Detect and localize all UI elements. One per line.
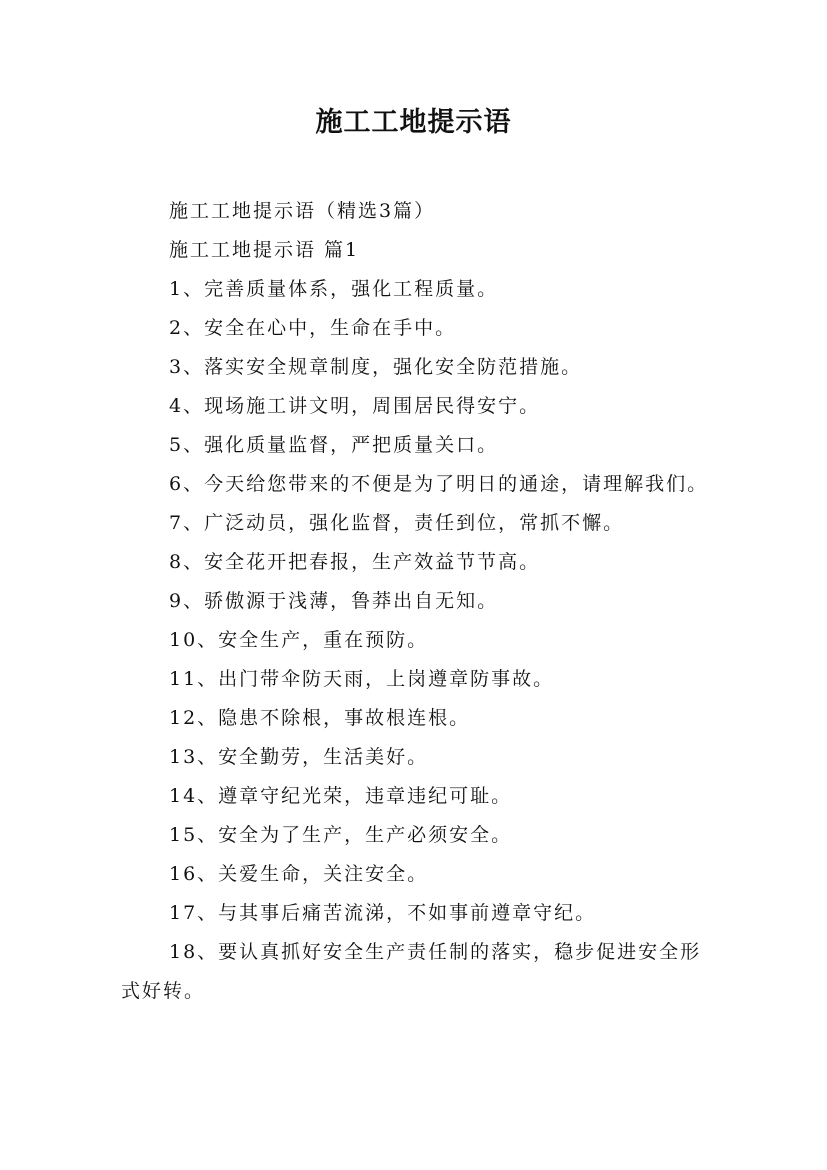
- list-item: 17、与其事后痛苦流涕，不如事前遵章守纪。: [169, 902, 597, 924]
- document-body: [121, 192, 711, 1011]
- list-item: 16、关爱生命，关注安全。: [169, 863, 429, 885]
- list-item: 1、完善质量体系，强化工程质量。: [169, 278, 499, 300]
- list-item: 14、遵章守纪光荣，违章违纪可耻。: [169, 785, 513, 807]
- list-item: 12、隐患不除根，事故根连根。: [169, 707, 471, 729]
- list-item: 9、骄傲源于浅薄，鲁莽出自无知。: [169, 590, 499, 612]
- list-item: 7、广泛动员，强化监督，责任到位，常抓不懈。: [169, 512, 625, 534]
- list-item: 18、要认真抓好安全生产责任制的落实，稳步促进安全形式好转。: [121, 941, 702, 1002]
- list-item: 10、安全生产，重在预防。: [169, 629, 429, 651]
- list-item: 11、出门带伞防天雨，上岗遵章防事故。: [169, 668, 555, 690]
- document-subtitle: 施工工地提示语（精选3篇）: [169, 200, 436, 222]
- list-item: 5、强化质量监督，严把质量关口。: [169, 434, 499, 456]
- document-title: 施工工地提示语: [315, 107, 512, 138]
- list-item: 8、安全花开把春报，生产效益节节高。: [169, 551, 541, 573]
- list-item: 15、安全为了生产，生产必须安全。: [169, 824, 513, 846]
- list-item: 3、落实安全规章制度，强化安全防范措施。: [169, 356, 583, 378]
- list-item: 4、现场施工讲文明，周围居民得安宁。: [169, 395, 541, 417]
- list-item: 6、今天给您带来的不便是为了明日的通途，请理解我们。: [169, 473, 709, 495]
- section-heading: 施工工地提示语 篇1: [169, 239, 360, 261]
- list-item: 2、安全在心中，生命在手中。: [169, 317, 457, 339]
- list-item: 13、安全勤劳，生活美好。: [169, 746, 429, 768]
